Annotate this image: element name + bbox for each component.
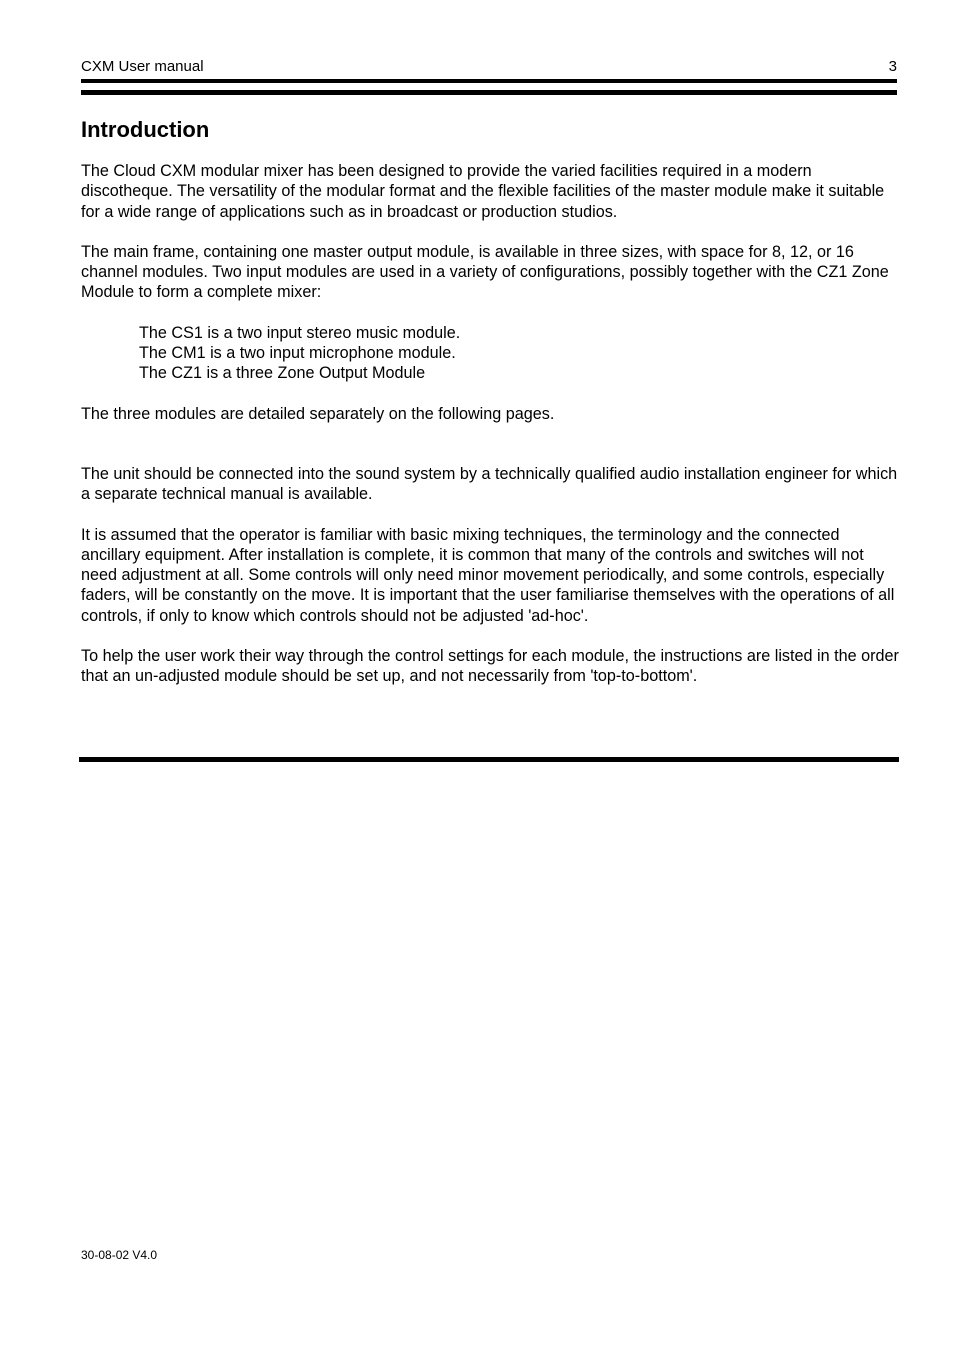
footer-version: 30-08-02 V4.0 bbox=[81, 1248, 158, 1262]
paragraph-modules-detailed: The three modules are detailed separately on the following pages. bbox=[81, 404, 555, 423]
section-end-rule bbox=[79, 757, 899, 762]
list-item: The CM1 is a two input microphone module. bbox=[139, 344, 456, 363]
paragraph-operator: It is assumed that the operator is familiar with basic mixing techniques, the terminology and the connected ancillary equipment. After installation is complete, it is common that many of the controls and switches will not need adjustment at all. Some controls will only need minor movement periodically, and some controls, especially faders, will be constantly on the move. It is important that the user familiarise themselves with the operations of all controls, if only to know which controls should not be adjusted 'ad-hoc'. bbox=[81, 525, 895, 625]
page-header bbox=[81, 57, 897, 77]
paragraph-instructions-order: To help the user work their way through the control settings for each module, the instructions are listed in the order that an un-adjusted module should be set up, and not necessarily from 'top-to-bottom'. bbox=[81, 647, 899, 686]
header-rule-upper bbox=[81, 79, 897, 83]
module-list bbox=[81, 323, 901, 384]
list-item: The CS1 is a two input stereo music module. bbox=[139, 323, 461, 342]
header-rule-lower bbox=[81, 90, 897, 95]
page-content bbox=[81, 114, 901, 687]
paragraph-installation: The unit should be connected into the sound system by a technically qualified audio installation engineer for which a separate technical manual is available. bbox=[81, 464, 898, 504]
section-heading: Introduction bbox=[81, 117, 210, 142]
paragraph-intro: The Cloud CXM modular mixer has been designed to provide the varied facilities required in a modern discotheque. The versatility of the modular format and the flexible facilities of the master module make it suitable for a wide range of applications such as in broadcast or production studios. bbox=[81, 162, 885, 221]
document-title: CXM User manual bbox=[81, 58, 204, 75]
paragraph-main-frame: The main frame, containing one master output module, is available in three sizes, with space for 8, 12, or 16 channel modules. Two input modules are used in a variety of configurations, possibly together with the CZ1 Zone Module to form a complete mixer: bbox=[81, 242, 889, 302]
list-item: The CZ1 is a three Zone Output Module bbox=[139, 364, 426, 383]
page-number: 3 bbox=[888, 58, 897, 75]
